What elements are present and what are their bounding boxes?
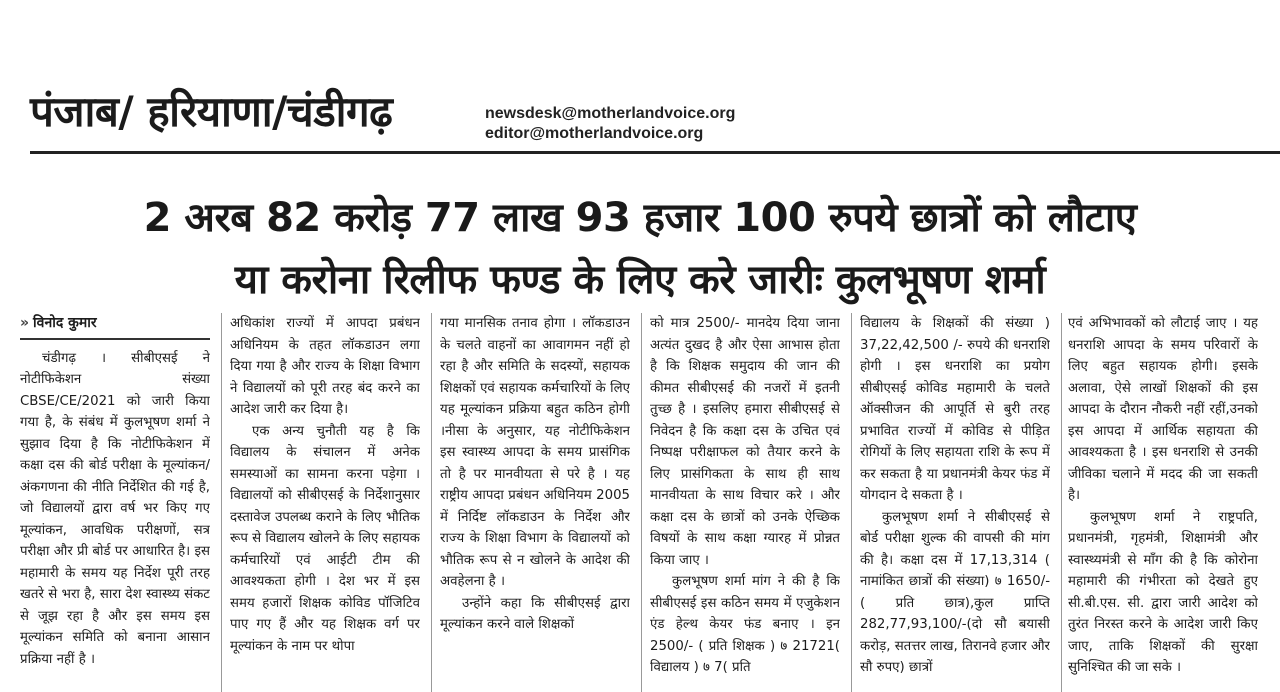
paragraph: उन्होंने कहा कि सीबीएसई द्वारा मूल्यांकन करने वाले शिक्षकों (440, 595, 630, 632)
column-divider (851, 313, 852, 692)
article-column-6 (1068, 313, 1258, 692)
paragraph: एवं अभिभावकों को लौटाई जाए । यह धनराशि आपदा के समय परिवारों के लिए बहुत सहायक होगी। इसके अलावा, ऐसे लाखों शिक्षकों की इस आपदा के दौरान नौकरी नहीं रहीं,उनको इस आपदा में आर्थिक सहायता की आवश्यकता है । इस धनराशि से उनकी जीविका चलाने में मदद की जा सकती है। (1068, 316, 1258, 503)
article-column-1 (20, 313, 210, 692)
byline-arrow-icon: » (20, 315, 30, 331)
article-column-3 (440, 313, 630, 692)
paragraph: कुलभूषण शर्मा ने राष्ट्रपति, प्रधानमंत्री, गृहमंत्री, शिक्षामंत्री और स्वास्थ्यमंत्री से माँग की है कि कोरोना महामारी की गंभीरता को देखते हुए सी.बी.एस. सी. द्वारा जारी आदेश को तुरंत निरस्त करने के आदेश जारी किए जाए, ताकि शिक्षकों की सुरक्षा सुनिश्चित की जा सके । (1068, 509, 1258, 675)
paragraph: कुलभूषण शर्मा मांग ने की है कि सीबीएसई इस कठिन समय में एजुकेशन एंड हेल्थ केयर फंड बनाए । इन 2500/- ( प्रति शिक्षक ) ७ 21721( विद्यालय ) ७ 7( प्रति (650, 574, 840, 675)
page-edge (1268, 300, 1280, 692)
headline-line-2: या करोना रिलीफ फण्ड के लिए करे जारीः कुलभूषण शर्मा (234, 257, 1046, 303)
newsdesk-email: newsdesk@motherlandvoice.org (485, 105, 736, 122)
section-title: पंजाब/ हरियाणा/चंडीगढ़ (30, 87, 393, 136)
article-column-5 (860, 313, 1050, 692)
byline (20, 313, 210, 340)
column-divider (1061, 313, 1062, 692)
paragraph: को मात्र 2500/- मानदेय दिया जाना अत्यंत दुखद है और ऐसा आभास होता है कि शिक्षक समुदाय की जान की कीमत सीबीएसई की नजरों में इतनी तुच्छ है । इसलिए हमारा सीबीएसई से निवेदन है कि कक्षा दस के उचित एवं निष्पक्ष परीक्षाफल को तैयार करने के लिए प्रासंगिकता के साथ ही साथ मानवीयता के साथ विचार करे । और कक्षा दस के छात्रों को उनके ऐच्छिक विषयों के साथ कक्षा ग्यारह में प्रोन्नत किया जाए । (650, 316, 840, 568)
paragraph: एक अन्य चुनौती यह है कि विद्यालय के संचालन में अनेक समस्याओं का सामना करना पड़ेगा । विद्यालयों को सीबीएसई के निर्देशानुसार दस्तावेज उपलब्ध कराने के लिए भौतिक रूप से विद्यालय खोलने के लिए सहायक कर्मचारियों एवं आईटी टीम की आवश्यकता होगी । देश भर में इस समय हजारों शिक्षक कोविड पॉजिटिव पाए गए हैं और यह शिक्षक वर्ग पर मूल्यांकन के नाम पर थोपा (230, 423, 420, 654)
column-divider (641, 313, 642, 692)
header-rule (30, 151, 1280, 154)
contact-emails (485, 104, 735, 144)
paragraph: गया मानसिक तनाव होगा । लॉकडाउन के चलते वाहनों का आवागमन नहीं हो रहा है और समिति के सदस्यों, सहायक शिक्षकों एवं सहायक कर्मचारियों के लिए यह मूल्यांकन प्रक्रिया बहुत कठिन होगी ।नीसा के अनुसार, यह नोटीफिकेशन इस स्वास्थ्य आपदा के समय प्रासंगिक तो है पर मानवीयता से परे है । यह राष्ट्रीय आपदा प्रबंधन अधिनियम 2005 में निर्दिष्ट लॉकडाउन के निर्देश और राज्य के शिक्षा विभाग के विद्यालयों को भौतिक रूप से न खोलने के आदेश की अवहेलना है । (440, 316, 630, 589)
author-name: विनोद कुमार (33, 315, 97, 331)
paragraph: विद्यालय के शिक्षकों की संख्या ) 37,22,42,500 /- रुपये की धनराशि होगी । इस धनराशि का प्रयोग सीबीएसई कोविड महामारी के चलते ऑक्सीजन की आपूर्ति से बुरी तरह प्रभावित राज्यों में कोविड से पीड़ित रोगियों के लिए सहायता राशि के रूप में कर सकता है या प्रधानमंत्री केयर फंड में योगदान दे सकता है । (860, 316, 1050, 503)
article-column-4 (650, 313, 840, 692)
paragraph: कुलभूषण शर्मा ने सीबीएसई से बोर्ड परीक्षा शुल्क की वापसी की मांग की है। कक्षा दस में 17,13,314 ( नामांकित छात्रों की संख्या) ७ 1650/- ( प्रति छात्र),कुल प्राप्ति 282,77,93,100/-(दो सौ बयासी करोड़, सतत्तर लाख, तिरानवे हजार और सौ रुपए) छात्रों (860, 509, 1050, 675)
editor-email: editor@motherlandvoice.org (485, 125, 704, 142)
paragraph: चंडीगढ़ । सीबीएसई ने नोटीफिकेशन संख्या CBSE/CE/2021 को जारी किया गया है, के संबंध में कुलभूषण शर्मा ने सुझाव दिया है कि नोटीफिकेशन में कक्षा दस की बोर्ड परीक्षा के मूल्यांकन/अंकगणना की नीति निर्देशित की गई है, जो विद्यालयों द्वारा वर्ष भर किए गए मूल्यांकन, आवधिक परीक्षणों, सत्र परीक्षा और प्री बोर्ड पर आधारित है। इस महामारी के समय यह निर्देश पूरी तरह खतरे से भरा है, सारा देश स्वास्थ्य संकट से जूझ रहा है और इस समय इस मूल्यांकन समिति को बनाना आसान प्रक्रिया नहीं है । (20, 350, 210, 667)
column-divider (221, 313, 222, 692)
headline-line-1: 2 अरब 82 करोड़ 77 लाख 93 हजार 100 रुपये छात्रों को लौटाए (143, 195, 1137, 241)
column-divider (431, 313, 432, 692)
article-column-2 (230, 313, 420, 692)
paragraph: अधिकांश राज्यों में आपदा प्रबंधन अधिनियम के तहत लॉकडाउन लगा दिया गया है और राज्य के शिक्षा विभाग ने विद्यालयों को पूरी तरह बंद करने का आदेश जारी कर दिया है। (230, 316, 420, 417)
